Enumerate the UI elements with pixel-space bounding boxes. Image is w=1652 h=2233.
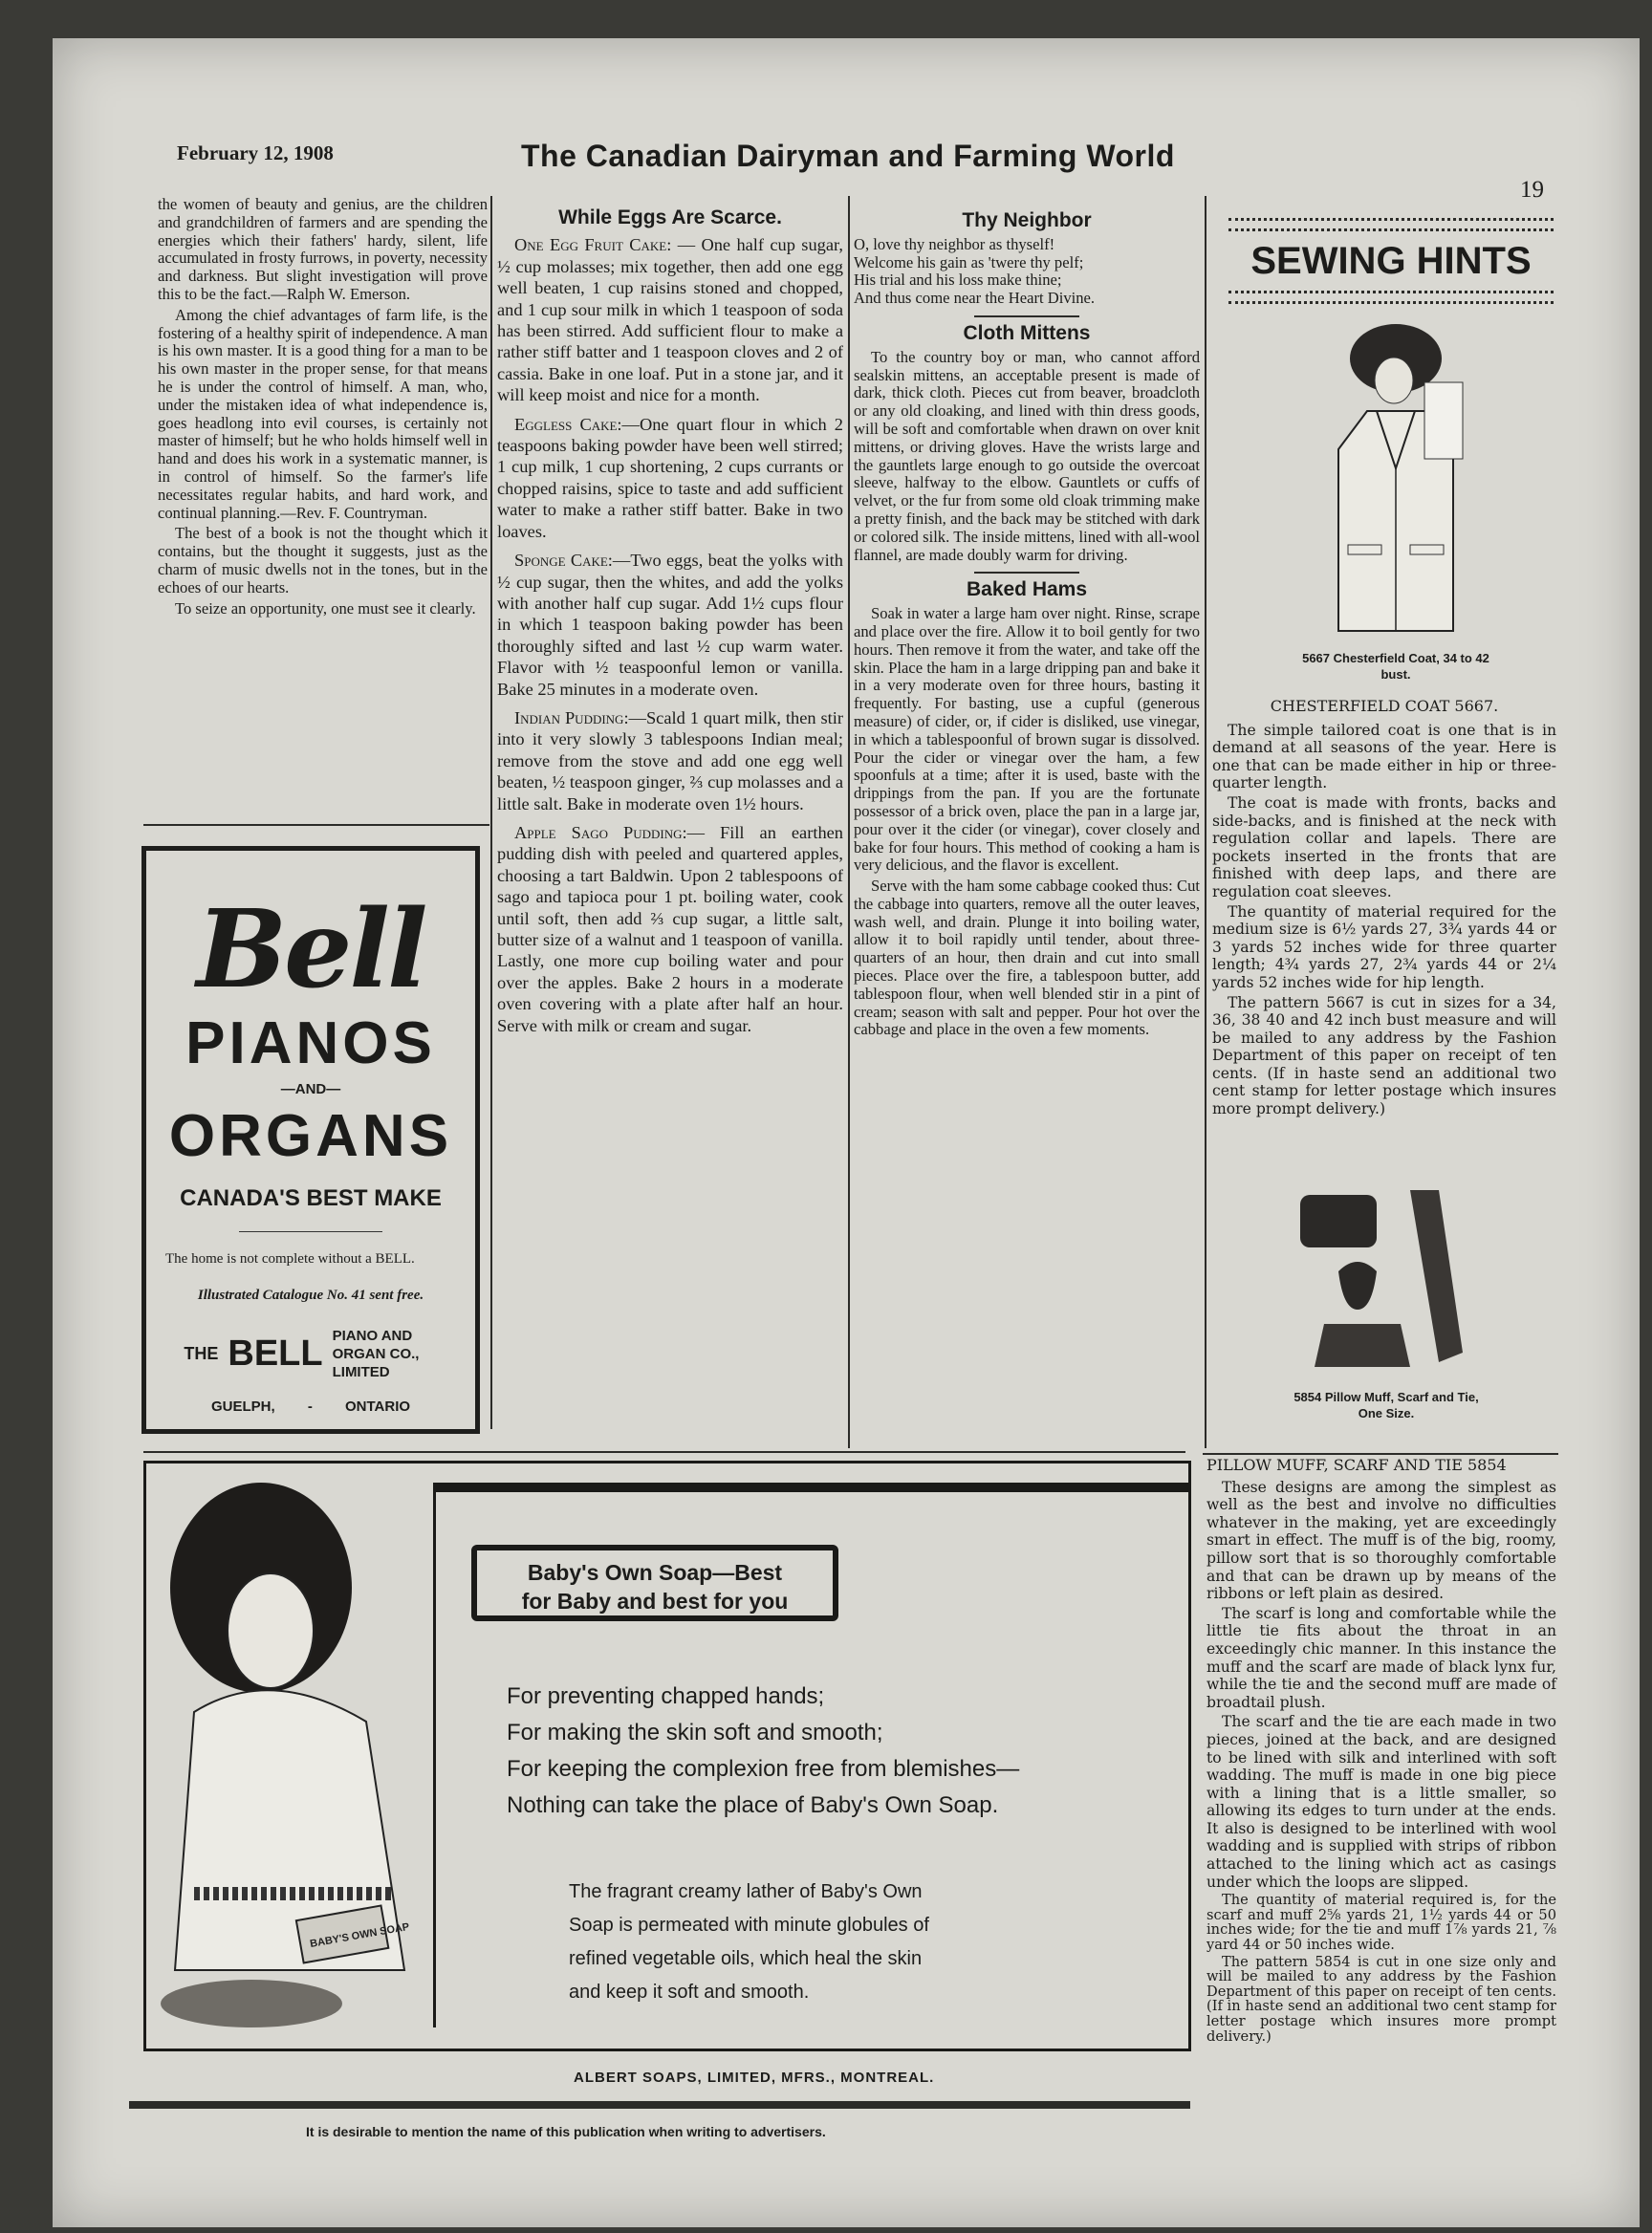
- coat-article: [1212, 698, 1556, 1120]
- poem-line: O, love thy neighbor as thyself!: [854, 234, 1055, 253]
- recipe: [497, 234, 843, 405]
- muff-heading: PILLOW MUFF, SCARF AND TIE 5854: [1206, 1456, 1507, 1474]
- muff-caption: 5854 Pillow Muff, Scarf and Tie, One Size.: [1293, 1390, 1479, 1420]
- hams-text: Serve with the ham some cabbage cooked thus: Cut the cabbage into quarters, remove all the outer leaves, wash well, and drain. Plunge it into boiling water, allow it to boil rapidly until tender, about three-quarters of an hour, then drain and cut into small pieces. Place over the fire, a tablespoon butter, add tablespoon flour, when well blended stir in a pint of cream; season with salt and pepper. Pour hot over the cabbage and place in the oven a few moments.: [854, 877, 1200, 1039]
- company-name: BELL: [228, 1333, 323, 1374]
- soap-benefit-line: For preventing chapped hands;: [507, 1683, 825, 1709]
- newspaper-title: The Canadian Dairyman and Farming World: [521, 139, 1175, 173]
- recipe-text: —Scald 1 quart milk, then stir into it very slowly 3 tablespoons Indian meal; remove from the stove and add one egg well beaten, ½ teaspoon ginger, ⅔ cup molasses and a little salt. Bake in moderate oven 1½ hours.: [497, 707, 843, 813]
- ad-city: GUELPH,: [210, 1398, 275, 1415]
- sewing-title: SEWING HINTS: [1250, 240, 1532, 282]
- ad-catalogue: Illustrated Catalogue No. 41 sent free.: [197, 1288, 424, 1303]
- ad-bottom-border: [129, 2101, 1190, 2109]
- ornament: [1228, 218, 1554, 231]
- soap-benefit-line: For keeping the complexion free from blemishes—: [507, 1756, 1020, 1782]
- soap-headline-line: for Baby and best for you: [521, 1589, 789, 1614]
- section-rule: [1203, 1453, 1558, 1455]
- essay-paragraph: The best of a book is not the thought which it contains, but the thought it suggests, just as the charm of music dwells not in the tones, but in the echoes of our hearts.: [158, 524, 488, 596]
- mittens-text: To the country boy or man, who cannot afford sealskin mittens, an acceptable present is made of dark, thick cloth. Pieces cut from beaver, broadcloth or any old cloaking, and lined with thin dress goods, will be soft and comfortable when drawn on over knit mittens, or driving gloves. Have the wrists large and the gauntlets large enough to go outside the overcoat sleeve, halfway to the elbow. Gauntlets or cuffs of velvet, or the fur from some old cloak trimming make a pretty finish, and the back may be stitched with dark or colored silk. The inside mittens, lined with all-wool flannel, are made doubly warm for driving.: [854, 347, 1200, 564]
- page-number: 19: [1520, 177, 1544, 203]
- ad-organs: ORGANS: [168, 1103, 453, 1169]
- soap-maker: ALBERT SOAPS, LIMITED, MFRS., MONTREAL.: [574, 2070, 935, 2086]
- recipe-title: Indian Pudding:: [514, 707, 629, 727]
- mittens-heading: Cloth Mittens: [963, 321, 1091, 344]
- hams-heading: Baked Hams: [966, 578, 1088, 601]
- coat-paragraph: The coat is made with fronts, backs and side-backs, and is finished at the neck with regulation collar and lapels. There are pockets inserted in the fronts that are finished with deep laps, and there are regulation coat sleeves.: [1212, 793, 1556, 900]
- coat-paragraph: The pattern 5667 is cut in sizes for a 34, 36, 38 40 and 42 inch bust measure and will be mailed to any address by the Fashion Department of this paper on receipt of ten cents. (If in haste send an additional two cent stamp for letter postage which insures more prompt delivery.): [1212, 993, 1556, 1118]
- column-household: [854, 208, 1200, 1042]
- soap-benefits: [507, 1679, 1176, 1824]
- bell-pianos-ad: [141, 846, 480, 1434]
- issue-date: February 12, 1908: [177, 141, 334, 164]
- recipe-text: — One half cup sugar, ½ cup molasses; mix together, then add one egg well beaten, 1 cup raisins stoned and chopped, and 1 cup sour milk in which 1 teaspoon of soda has been stirred. Add sufficient flour to make a rather stiff batter and 1 teaspoon cloves and 2 of cassia. Bake in one loaf. Put in a stone jar, and it will keep moist and nice for a month.: [497, 235, 843, 405]
- coat-caption: 5667 Chesterfield Coat, 34 to 42 bust.: [1302, 651, 1489, 682]
- divider: [974, 315, 1079, 317]
- company-rest: PIANO AND ORGAN CO., LIMITED: [332, 1328, 420, 1380]
- recipe-title: Eggless Cake:: [514, 414, 622, 434]
- essay-paragraph: To seize an opportunity, one must see it clearly.: [175, 598, 476, 618]
- section-rule: [143, 1451, 1185, 1453]
- recipe-text: —One quart flour in which 2 teaspoons baking powder have been well stirred; 1 cup milk, 1 cup shortening, 2 cups currants or chopped raisins, spice to taste and add sufficient water to make a rather stiff batter. Bake in two loaves.: [497, 414, 844, 541]
- ad-province: ONTARIO: [344, 1398, 411, 1415]
- recipe-text: — Fill an earthen pudding dish with peeled and quartered apples, choosing a tart Baldwin. Upon 2 tablespoons of sago and tapioca pour 1 pt. boiling water, cook until soft, then add ⅔ cup sugar, a little salt, butter size of a walnut and 1 teaspoon of vanilla. Lastly, one more cup boiling water and pour over the apples. Bake 2 hours in a moderate oven covering with a plate after half an hour. Serve with milk or cream and sugar.: [497, 822, 843, 1035]
- company-the: THE: [184, 1344, 219, 1363]
- ad-home-text: The home is not complete without a BELL.: [165, 1251, 415, 1267]
- ad-and: —AND—: [280, 1081, 341, 1097]
- soap-benefit-line: For making the skin soft and smooth;: [507, 1720, 883, 1745]
- soap-desc-line: and keep it soft and smooth.: [569, 1982, 810, 2003]
- poem: [854, 236, 1200, 308]
- soap-desc-line: The fragrant creamy lather of Baby's Own: [569, 1881, 923, 1902]
- muff-paragraph: These designs are among the simplest as well as the best and involve no difficulties whatever in the making, yet are exceedingly smart in effect. The muff is of the big, roomy, pillow sort that is so thoroughly comfortable and that can be drawn up by means of the ribbons or left plain as desired.: [1206, 1478, 1556, 1603]
- soap-desc-line: Soap is permeated with minute globules of: [569, 1915, 929, 1936]
- coat-paragraph: The quantity of material required for the medium size is 6½ yards 27, 3¾ yards 44 or 3 yards 52 inches wide for three quarter length; 4¾ yards 27, 2¾ yards 44 or 2¼ yards 52 inches wide for hip length.: [1212, 902, 1556, 991]
- muff-paragraph: The pattern 5854 is cut in one size only and will be mailed to any address by the Fashion Department of this paper on receipt of ten cents. (If in haste send an additional two cent stamp for letter postage which insures more prompt delivery.): [1206, 1953, 1556, 2045]
- poem-line: And thus come near the Heart Divine.: [854, 289, 1096, 308]
- coat-heading: CHESTERFIELD COAT 5667.: [1270, 697, 1499, 715]
- ornament: [1228, 291, 1554, 304]
- sewing-header: [1228, 218, 1554, 304]
- column-rule: [1205, 196, 1206, 1448]
- recipe: [497, 707, 843, 814]
- ad-dash: -: [307, 1398, 313, 1415]
- soap-benefit-line: Nothing can take the place of Baby's Own Soap.: [507, 1792, 999, 1818]
- essay-paragraph: Among the chief advantages of farm life, is the fostering of a healthy spirit of independence. A man is his own master. It is a good thing for a man to be his own master in the proper sense, for that means he is under the control of himself. A man, who, under the mistaken idea of what independence is, goes headlong into evil courses, is certainly not master of himself; but he who holds himself well in hand and does his work in a systematic manner, is in control of himself. So the farmer's life necessitates regular habits, and hard work, and continual planning.—Rev. F. Countryman.: [158, 305, 488, 522]
- pillow-muff-illustration: [1295, 1181, 1487, 1372]
- muff-paragraph: The scarf is long and comfortable while the little tie fits about the throat in an exceedingly chic manner. In this instance the muff and the scarf are made of black lynx fur, while the tie and the second muff are made of broadtail plush.: [1206, 1604, 1556, 1711]
- section-rule: [143, 824, 489, 826]
- divider: [239, 1231, 382, 1232]
- ad-company: [146, 1327, 475, 1381]
- ad-location: [146, 1398, 475, 1415]
- chesterfield-coat-illustration: [1310, 315, 1482, 640]
- bell-logo: Bell: [196, 887, 425, 1012]
- muff-paragraph: The scarf and the tie are each made in two pieces, joined at the back, and are designed to be lined with silk and interlined with soft wadding. The muff is made in one big piece with a lining that is a little smaller, so allowing its edges to turn under at the ends. It also is designed to be interlined with wool wadding and is supplied with strips of ribbon attached to the lining which act as casings under which the loops are slipped.: [1206, 1713, 1556, 1891]
- recipe-title: One Egg Fruit Cake:: [514, 235, 672, 255]
- recipe-text: —Two eggs, beat the yolks with ½ cup sugar, then the whites, and add the yolks with another half cup sugar. Add 1½ cups flour in which 1 teaspoon baking powder has been thoroughly sifted and last ½ cup warm water. Flavor with ½ teaspoonful lemon or vanilla. Bake 25 minutes in a moderate oven.: [497, 551, 843, 699]
- ad-pianos: PIANOS: [185, 1010, 436, 1076]
- recipes-heading: While Eggs Are Scarce.: [558, 206, 782, 228]
- poem-line: Welcome his gain as 'twere thy pelf;: [854, 252, 1084, 271]
- ad-tagline: CANADA'S BEST MAKE: [180, 1185, 442, 1211]
- recipe: [497, 550, 843, 700]
- soap-headline: [471, 1545, 838, 1621]
- recipe-title: Apple Sago Pudding:: [514, 822, 687, 842]
- column-rule: [848, 196, 850, 1448]
- divider: [974, 572, 1079, 574]
- soap-headline-line: Baby's Own Soap—Best: [527, 1560, 783, 1585]
- column-rule: [490, 196, 492, 1429]
- soap-desc-line: refined vegetable oils, which heal the skin: [569, 1948, 923, 1969]
- soap-bar-label: BABY'S OWN SOAP: [309, 1920, 411, 1950]
- soap-description: [569, 1875, 1104, 2009]
- essay-paragraph: the women of beauty and genius, are the children and grandchildren of farmers and are spending the energies which their fathers' hardy, silent, life accumulated in frosty furrows, in poverty, necessity and darkness. But slight investigation will prove this to be the fact.—Ralph W. Emerson.: [158, 195, 488, 303]
- poem-line: His trial and his loss make thine;: [854, 271, 1062, 290]
- poem-heading: Thy Neighbor: [962, 209, 1092, 231]
- muff-article: [1206, 1457, 1556, 2046]
- hams-text: Soak in water a large ham over night. Rinse, scrape and place over the fire. Allow it to boil gently for two hours. Then remove it from the water, and take off the skin. Place the ham in a large dripping pan and bake it in a very moderate oven for three hours, basting it frequently. For basting, use a cupful (generous measure) of cider, or, if cider is disliked, use vinegar, in which a tablespoonful of brown sugar is dissolved. Pour the cider or vinegar over the ham, a few spoonfuls at a time; after it is used, baste with the drippings from the pan. If you are the fortunate possessor of a brick oven, place the pan in a large jar, pour over it the cider (or vinegar), cover closely and bake for four hours. This method of cooking a ham is very delicious, and the flavor is excellent.: [854, 604, 1200, 875]
- column-recipes: [497, 204, 843, 1039]
- column-essay: [158, 196, 488, 620]
- recipe: [497, 414, 843, 542]
- recipe: [497, 822, 843, 1036]
- footer-note: It is desirable to mention the name of this publication when writing to advertisers.: [306, 2124, 826, 2139]
- woman-illustration: [156, 1473, 443, 2037]
- coat-paragraph: The simple tailored coat is one that is in demand at all seasons of the year. Here is one that can be made either in hip or three-quarter length.: [1212, 721, 1556, 792]
- recipe-title: Sponge Cake:: [514, 551, 613, 571]
- muff-paragraph: The quantity of material required is, for the scarf and muff 2⅝ yards 21, 1½ yards 44 or 50 inches wide; for the tie and muff 1⅞ yards 21, ⅞ yard 44 or 50 inches wide.: [1206, 1892, 1556, 1954]
